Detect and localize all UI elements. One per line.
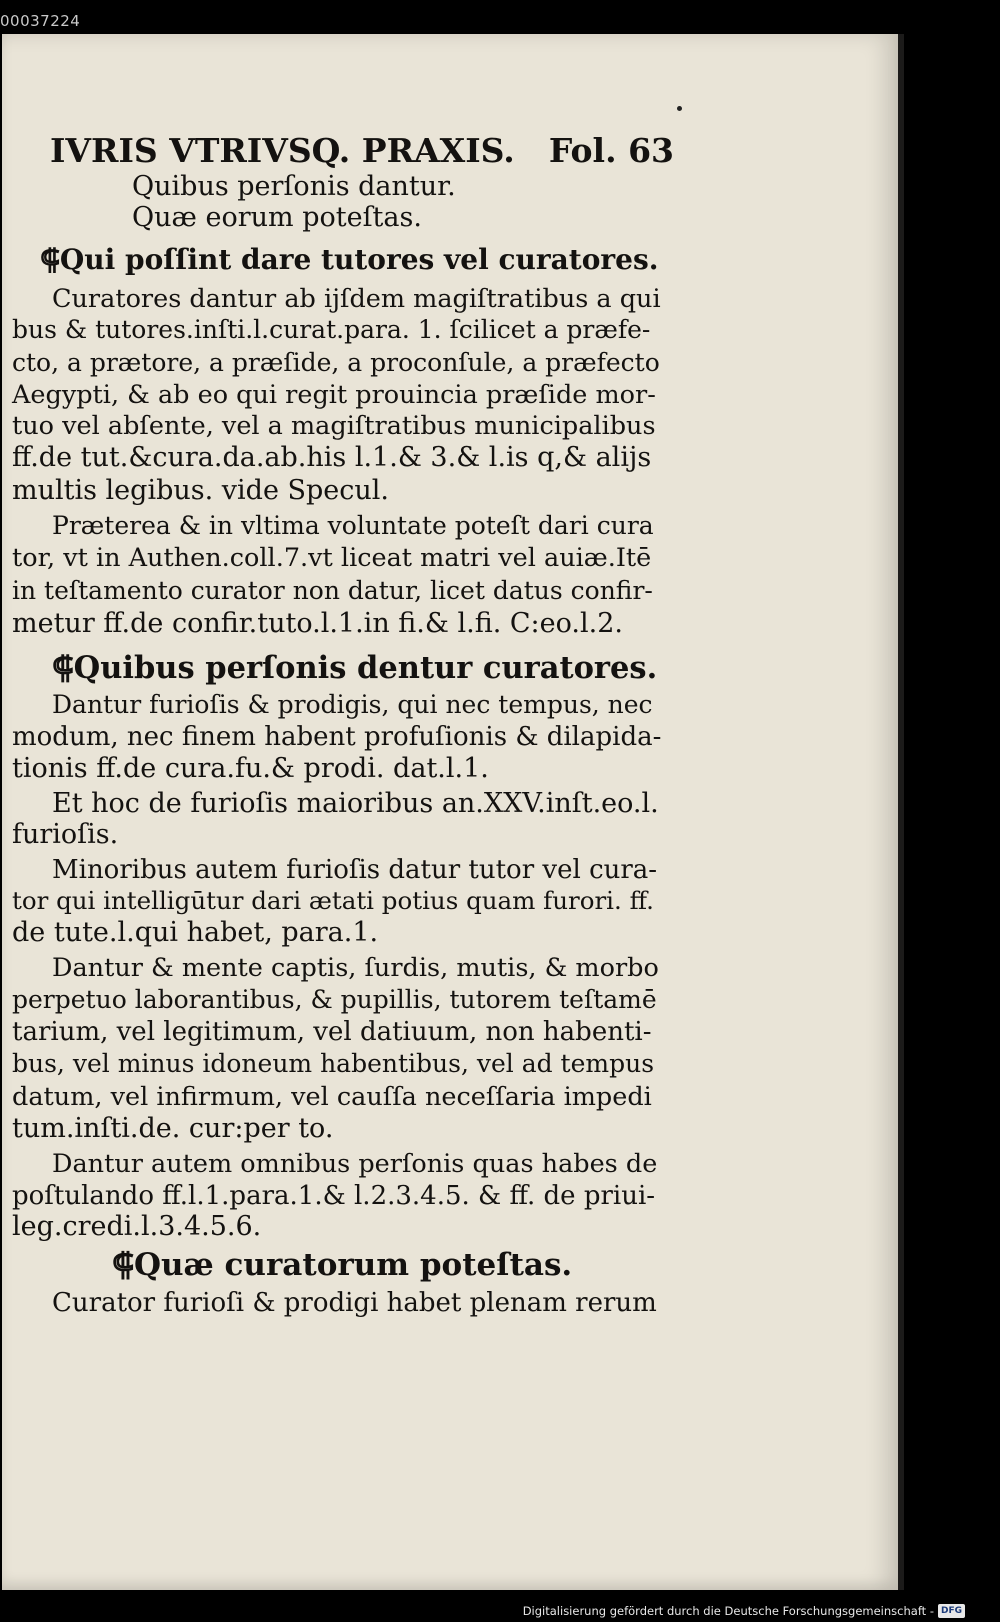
line-text: ff.de tut.&cura.da.ab.his l.1.& 3.& l.is q,& alijs [12,442,652,473]
line-text: bus, vel minus idoneum habentibus, vel ad tempus [12,1049,655,1078]
line-text: Aegypti, & ab eo qui regit prouincia præſide mor- [12,380,656,410]
section-heading [40,243,658,277]
section-heading [52,651,657,685]
line-text: Quæ eorum poteſtas. [132,202,422,233]
text-line [52,853,657,887]
line-text: tum.inſti.de. cur:per to. [12,1113,334,1144]
text-line [132,170,456,204]
line-text: Dantur autem omnibus perſonis quas habes de [52,1149,658,1179]
folio-number: Fol. 63 [548,131,674,170]
line-text: modum, nec finem habent profuſionis & dilapida- [12,722,662,752]
line-text: cto, a prætore, a præſide, a proconſule, a præfecto [12,348,660,377]
text-line [12,884,654,918]
line-text: perpetuo laborantibus, & pupillis, tutorem teſtamē [12,985,657,1014]
text-line [12,574,653,608]
text-line [12,1015,652,1049]
text-line [52,509,654,543]
text-line [12,474,389,508]
line-text: in teſtamento curator non datur, licet datus confir- [12,576,653,605]
line-text: Et hoc de furioſis maioribus an.XXV.inſt.eo.l. [52,788,659,819]
text-line [12,752,489,786]
line-text: tionis ff.de cura.fu.& prodi. dat.l.1. [12,753,489,784]
pilcrow-mark: ⸿ [40,243,60,276]
text-line [12,916,378,950]
text-line [12,607,623,641]
line-text: tor qui intelligūtur dari ætati potius quam furori. ff. [12,886,654,915]
line-text: Præterea & in vltima voluntate poteſt dari cura [52,511,654,540]
line-text: poſtulando ff.l.1.para.1.& l.2.3.4.5. & ff. de priui- [12,1181,656,1211]
text-line [52,282,661,316]
footer-text: Digitalisierung gefördert durch die Deutsche Forschungsgemeinschaft - [522,1604,934,1618]
text-line [52,787,659,821]
text-line [12,313,650,347]
text-line [12,1179,655,1213]
pilcrow-mark: ⸿ [112,1247,134,1283]
line-text: furioſis. [12,819,119,850]
text-line [12,1047,654,1081]
line-text: Qui poſſint dare tutores vel curatores. [59,243,659,276]
text-line [132,201,422,235]
text-line [12,1210,261,1244]
line-text: Quibus perſonis dentur curatores. [73,650,658,686]
footer-credit [523,1602,965,1620]
text-line [12,1080,652,1114]
text-line [12,983,657,1017]
line-text: Dantur & mente captis, ſurdis, mutis, & morbo [52,953,659,983]
text-line [12,1112,333,1146]
scan-id-label: 00037224 [0,12,81,30]
line-text: Quibus perſonis dantur. [132,171,456,202]
book-page [2,34,904,1590]
line-text: Curatores dantur ab ijſdem magiſtratibus a qui [52,284,661,314]
line-text: tor, vt in Authen.coll.7.vt liceat matri vel auiæ.Itē [12,543,652,573]
text-line [52,688,653,722]
text-line [12,541,651,575]
pilcrow-mark: ⸿ [52,650,74,686]
text-line [12,441,651,475]
line-text: Dantur furioſis & prodigis, qui nec tempus, nec [52,690,653,719]
text-line [12,409,656,443]
text-line [12,720,661,754]
text-line [12,346,660,380]
line-text: datum, vel infirmum, vel cauſſa neceſſaria impedi [12,1082,652,1112]
text-line [52,1286,657,1320]
line-text: multis legibus. vide Specul. [12,475,389,506]
line-text: bus & tutores.inſti.l.curat.para. 1. ſcilicet a præfe- [12,315,651,344]
section-heading [112,1248,572,1282]
text-line [12,818,118,852]
running-header [50,128,674,174]
ink-speck [677,106,682,111]
line-text: leg.credi.l.3.4.5.6. [12,1211,262,1242]
line-text: de tute.l.qui habet, para.1. [12,917,379,948]
line-text: Minoribus autem furioſis datur tutor vel cura- [52,855,658,885]
text-line [52,1147,657,1181]
line-text: metur ff.de confir.tuto.l.1.in fi.& l.fi. C:eo.l.2. [12,608,623,639]
running-title: IVRIS VTRIVSQ. PRAXIS. [50,131,515,170]
line-text: tuo vel abſente, vel a magiſtratibus municipalibus [12,411,656,441]
line-text: Curator furioſi & prodigi habet plenam rerum [52,1288,657,1318]
text-line [52,951,659,985]
line-text: Quæ curatorum poteſtas. [133,1247,573,1283]
line-text: tarium, vel legitimum, vel datiuum, non habenti- [12,1017,652,1047]
dfg-logo: DFG [938,1604,965,1618]
text-line [12,378,656,412]
